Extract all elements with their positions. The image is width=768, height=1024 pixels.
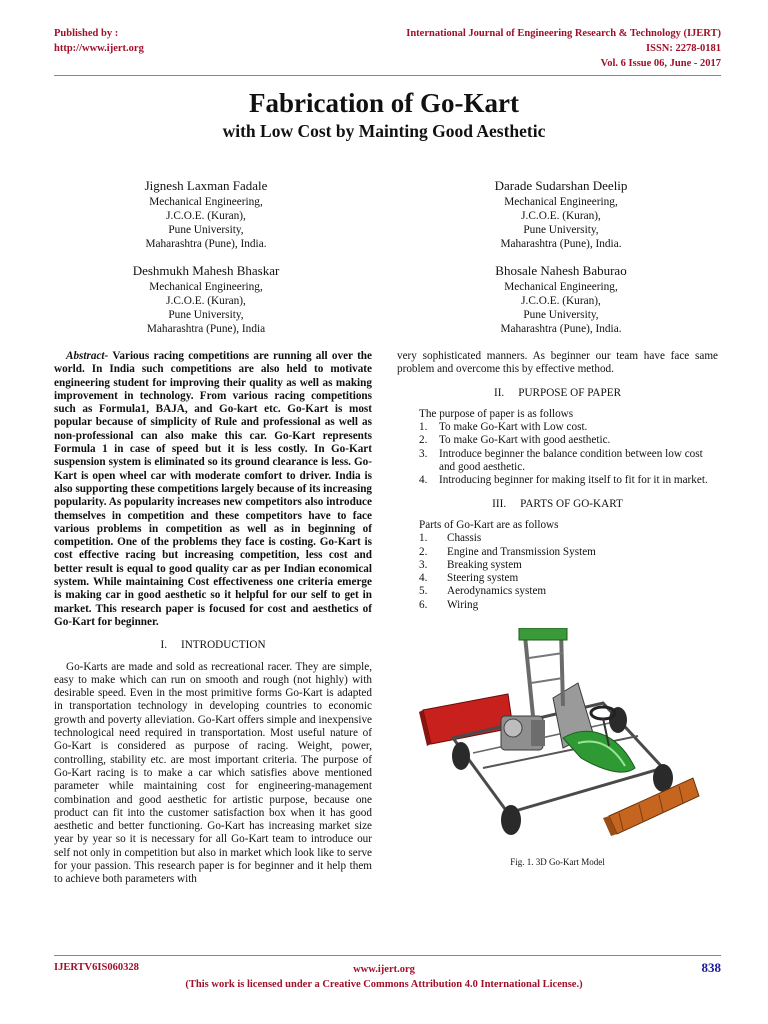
author-inst: J.C.O.E. (Kuran), [521, 210, 601, 222]
header-divider [54, 75, 721, 76]
go-kart-3d-model-image [413, 628, 703, 848]
author-univ: Pune University, [523, 224, 599, 236]
list-item: 1. To make Go-Kart with Low cost. [419, 421, 588, 434]
section-heading-parts [397, 498, 718, 511]
author-dept: Mechanical Engineering, [149, 196, 263, 208]
section-number: II. [493, 386, 505, 399]
section-title: PARTS OF GO-KART [520, 497, 623, 510]
left-column [54, 350, 372, 887]
list-item: 6. Wiring [419, 598, 479, 611]
list-item: 4. Introducing beginner for making itself to fit for it in market. [419, 474, 708, 487]
introduction-continuation: very sophisticated manners. As beginner our team have face same problem and overcome this by effective method. [397, 350, 718, 376]
section-heading-purpose [397, 387, 718, 400]
section-title: INTRODUCTION [181, 639, 266, 652]
paper-subtitle: with Low Cost by Mainting Good Aesthetic [222, 121, 546, 141]
footer-divider [54, 955, 721, 956]
journal-url-link[interactable]: http://www.ijert.org [54, 43, 144, 54]
abstract-text: Various racing competitions are running all over the world. In India such competitions are also held to motivate engineering student for improving their quality as well as making improvement in technology. From various racing competitions such as Formula1, BAJA, and Go-kart etc. Go-Kart is most popular because of simplicity of Rule and professional as well as non-professional can also make this car. Go-Kart represents Formula 1 in case of speed but it is less costly. In Go-Kart suspension system is eliminated so its ground clearance is less. Go-Kart is open wheel car with moderate comfort to driver. India is also supporting these competitions largely because of its increasing popularity. As popularity increases new competitors also introduce themselves in competition and these competitors have to face various problems in competition as well as in beginning of competition. One of the problems they face is costing. Go-Kart is cost effective racing but increasing competition, less cost and better result is equal to good quality car as per Indian economical system. While maintaining Cost effectiveness one criteria emerge is making car in good aesthetic so it helpful for our self to get in market. This research paper is focused for cost and aesthetics of Go-Kart for beginner. [54, 350, 373, 628]
paper-id: IJERTV6IS060328 [54, 962, 139, 973]
list-item: 3. Breaking system [419, 558, 522, 571]
license-notice: (This work is licensed under a Creative Commons Attribution 4.0 International License.) [185, 979, 583, 990]
author-name: Jignesh Laxman Fadale [144, 178, 268, 193]
author-inst: J.C.O.E. (Kuran), [166, 210, 246, 222]
author-place: Maharashtra (Pune), India. [145, 238, 267, 250]
author-dept: Mechanical Engineering, [149, 281, 263, 293]
list-item: 5. Aerodynamics system [419, 585, 547, 598]
abstract [54, 350, 372, 629]
journal-name: International Journal of Engineering Research & Technology (IJERT) [406, 28, 721, 39]
author-place: Maharashtra (Pune), India. [500, 238, 622, 250]
author-dept: Mechanical Engineering, [504, 281, 618, 293]
section-heading-introduction [54, 639, 372, 652]
author-name: Darade Sudarshan Deelip [494, 178, 628, 193]
author-name: Bhosale Nahesh Baburao [495, 263, 627, 278]
journal-issn: ISSN: 2278-0181 [646, 43, 721, 54]
parts-list [397, 532, 718, 612]
published-by: Published by : [54, 28, 119, 39]
author-place: Maharashtra (Pune), India. [500, 323, 622, 335]
parts-lead: Parts of Go-Kart are as follows [419, 518, 559, 531]
header-right [406, 26, 721, 71]
list-item: 4. Steering system [419, 572, 519, 585]
list-item: 2. Engine and Transmission System [419, 545, 596, 558]
purpose-lead: The purpose of paper is as follows [419, 407, 574, 420]
header-left [54, 26, 144, 56]
author-univ: Pune University, [523, 309, 599, 321]
figure-caption: Fig. 1. 3D Go-Kart Model [510, 857, 605, 868]
page-number: 838 [701, 960, 721, 975]
introduction-text: Go-Karts are made and sold as recreational racer. They are simple, easy to make which can run on smooth and rough (not highly) with desirable speed. Even in the most primitive forms Go-Kart is adapted in transportation technology in developing countries to economic growth and poverty alleviation. Go-Kart offers simple and inexpensive technological need required in transportation. Most useful nature of Go-Kart is considered as purpose of racing. Weight, power, controlling, stability etc. are most important criteria. The purpose of Go-Kart racing is to make a car which satisfies above mentioned parameter while maintaining cost for engineering-management combination and good aesthetic for artistic purpose, because one product can fit into the customer satisfaction box when it has good aesthetic and better functioning. Go-Kart has increasing market size year by year so it is necessary for all Go-Kart team to introduce our self not only in competition but also in market which look like to serve for your passion. This research paper is for beginner and it help them to achieve both parameters with [54, 660, 372, 886]
author-block [441, 262, 681, 336]
right-column [397, 350, 718, 870]
section-title: PURPOSE OF PAPER [518, 386, 622, 399]
section-number: III. [492, 497, 507, 510]
footer-center [0, 962, 768, 992]
author-block [86, 262, 326, 336]
author-inst: J.C.O.E. (Kuran), [166, 295, 246, 307]
author-univ: Pune University, [168, 309, 244, 321]
figure-go-kart [397, 628, 718, 870]
list-item: 2. To make Go-Kart with good aesthetic. [419, 434, 611, 447]
abstract-label: Abstract- [66, 350, 109, 362]
author-univ: Pune University, [168, 224, 244, 236]
footer-url-link[interactable]: www.ijert.org [353, 964, 415, 975]
author-place: Maharashtra (Pune), India [146, 323, 266, 335]
list-item: 1. Chassis [419, 532, 482, 545]
author-block [86, 177, 326, 251]
paper-title: Fabrication of Go-Kart [249, 88, 519, 118]
journal-volume: Vol. 6 Issue 06, June - 2017 [600, 58, 721, 69]
purpose-list [397, 421, 718, 487]
author-inst: J.C.O.E. (Kuran), [521, 295, 601, 307]
author-block [441, 177, 681, 251]
author-dept: Mechanical Engineering, [504, 196, 618, 208]
list-item: 3. Introduce beginner the balance condition between low cost and good aesthetic. [419, 447, 703, 474]
section-number: I. [160, 639, 167, 652]
author-name: Deshmukh Mahesh Bhaskar [132, 263, 280, 278]
